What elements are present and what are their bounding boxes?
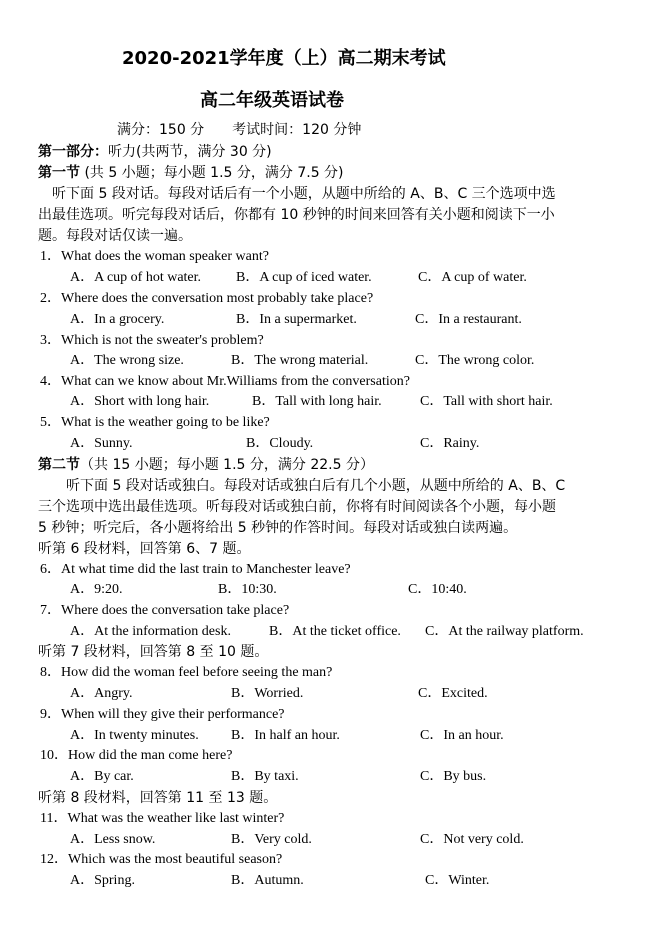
section1-instruction-line: 题。每段对话仅读一遍。 [38, 228, 192, 244]
option-c: C．Rainy. [420, 436, 480, 451]
question-6: 6．At what time did the last train to Manchester leave? [40, 562, 351, 577]
option-c: C．Winter. [425, 873, 490, 888]
score-and-time: 满分：150 分 考试时间：120 分钟 [117, 122, 362, 138]
option-b: B．Tall with long hair. [252, 394, 382, 409]
question-8: 8．How did the woman feel before seeing the man? [40, 665, 333, 680]
option-a: A．A cup of hot water. [70, 270, 202, 285]
exam-subtitle: 高二年级英语试卷 [200, 90, 344, 111]
material-8-instruction: 听第 8 段材料，回答第 11 至 13 题。 [38, 790, 278, 806]
question-10: 10．How did the man come here? [40, 748, 233, 763]
option-c: C．At the railway platform. [425, 624, 584, 639]
option-b: B．Very cold. [231, 832, 312, 847]
option-c: C．Not very cold. [420, 832, 524, 847]
option-b: B．Cloudy. [246, 436, 314, 451]
section1-instruction-line: 出最佳选项。听完每段对话后，你都有 10 秒钟的时间来回答有关小题和阅读下一小 [38, 207, 555, 223]
question-5: 5．What is the weather going to be like? [40, 415, 270, 430]
option-c: C．The wrong color. [415, 353, 535, 368]
option-b: B．Worried. [231, 686, 304, 701]
section2-heading-rest: （共 15 小题；每小题 1.5 分，满分 22.5 分） [80, 457, 374, 473]
option-b: B．By taxi. [231, 769, 299, 784]
option-c: C．In an hour. [420, 728, 504, 743]
option-a: A．Spring. [70, 873, 135, 888]
question-1: 1．What does the woman speaker want? [40, 249, 269, 264]
part1-heading-rest: 听力(共两节，满分 30 分) [108, 144, 272, 160]
option-c: C．Tall with short hair. [420, 394, 553, 409]
option-b: B．A cup of iced water. [236, 270, 372, 285]
exam-title: 2020-2021学年度（上）高二期末考试 [122, 48, 446, 69]
option-a: A．9:20. [70, 582, 123, 597]
section1-heading [38, 164, 344, 182]
section2-instruction-line: 三个选项中选出最佳选项。听每段对话或独白前，你将有时间阅读各个小题，每小题 [38, 499, 556, 515]
option-c: C．By bus. [420, 769, 487, 784]
option-a: A．At the information desk. [70, 624, 231, 639]
question-11: 11．What was the weather like last winter? [40, 811, 285, 826]
question-3: 3．Which is not the sweater's problem? [40, 333, 264, 348]
section2-instruction-line: 5 秒钟；听完后，各小题将给出 5 秒钟的作答时间。每段对话或独白读两遍。 [38, 520, 518, 536]
option-b: B．In a supermarket. [236, 312, 357, 327]
option-b: B．The wrong material. [231, 353, 369, 368]
option-c: C．10:40. [408, 582, 467, 597]
material-6-instruction: 听第 6 段材料，回答第 6、7 题。 [38, 541, 251, 557]
option-c: C．A cup of water. [418, 270, 527, 285]
option-a: A．Short with long hair. [70, 394, 210, 409]
option-a: A．Sunny. [70, 436, 133, 451]
option-b: B．10:30. [218, 582, 277, 597]
option-c: C．In a restaurant. [415, 312, 522, 327]
question-9: 9．When will they give their performance? [40, 707, 285, 722]
option-a: A．In a grocery. [70, 312, 165, 327]
part1-heading-bold: 第一部分： [38, 144, 108, 160]
question-4: 4．What can we know about Mr.Williams from the conversation? [40, 374, 410, 389]
option-b: B．In half an hour. [231, 728, 340, 743]
section1-heading-rest: (共 5 小题；每小题 1.5 分，满分 7.5 分) [80, 165, 344, 181]
question-12: 12．Which was the most beautiful season? [40, 852, 283, 867]
section1-heading-bold: 第一节 [38, 165, 80, 181]
option-b: B．At the ticket office. [269, 624, 401, 639]
option-c: C．Excited. [418, 686, 488, 701]
option-a: A．Angry. [70, 686, 133, 701]
option-a: A．The wrong size. [70, 353, 184, 368]
option-b: B．Autumn. [231, 873, 304, 888]
option-a: A．In twenty minutes. [70, 728, 199, 743]
question-2: 2．Where does the conversation most probably take place? [40, 291, 374, 306]
material-7-instruction: 听第 7 段材料，回答第 8 至 10 题。 [38, 644, 269, 660]
section2-heading [38, 456, 374, 474]
option-a: A．By car. [70, 769, 134, 784]
part1-heading [38, 143, 272, 161]
question-7: 7．Where does the conversation take place? [40, 603, 290, 618]
section2-heading-bold: 第二节 [38, 457, 80, 473]
section2-instruction-line: 听下面 5 段对话或独白。每段对话或独白后有几个小题，从题中所给的 A、B、C [38, 478, 566, 494]
option-a: A．Less snow. [70, 832, 156, 847]
section1-instruction-line: 听下面 5 段对话。每段对话后有一个小题，从题中所给的 A、B、C 三个选项中选 [38, 186, 556, 202]
